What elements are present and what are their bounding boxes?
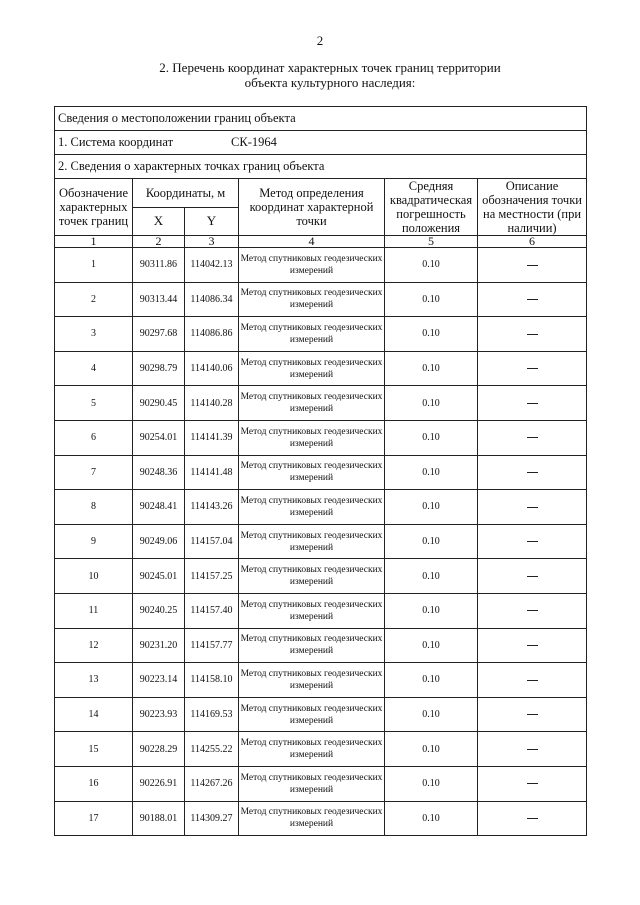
cell-method: Метод спутниковых геодезических измерений [239, 766, 385, 801]
cell-y: 114309.27 [185, 801, 239, 836]
cell-method: Метод спутниковых геодезических измерений [239, 248, 385, 283]
cell-point-number: 5 [55, 386, 133, 421]
cell-method: Метод спутниковых геодезических измерений [239, 697, 385, 732]
cell-description [478, 282, 587, 317]
cell-point-number: 8 [55, 490, 133, 525]
cell-y: 114141.39 [185, 420, 239, 455]
cell-x: 90240.25 [133, 593, 185, 628]
col-header-method: Метод определения координат характерной точки [239, 179, 385, 236]
cell-y: 114140.28 [185, 386, 239, 421]
dash-mark [527, 576, 538, 577]
table-row [55, 351, 587, 386]
cell-y: 114086.34 [185, 282, 239, 317]
cell-description [478, 697, 587, 732]
table-row [55, 386, 587, 421]
cell-description [478, 386, 587, 421]
cell-point-number: 4 [55, 351, 133, 386]
cell-x: 90245.01 [133, 559, 185, 594]
cell-error: 0.10 [385, 351, 478, 386]
cell-error: 0.10 [385, 386, 478, 421]
document-title [100, 60, 560, 90]
cell-description [478, 248, 587, 283]
dash-mark [527, 818, 538, 819]
cell-point-number: 17 [55, 801, 133, 836]
cell-point-number: 10 [55, 559, 133, 594]
cell-description [478, 593, 587, 628]
table-row [55, 663, 587, 698]
table-row [55, 524, 587, 559]
col-number: 5 [385, 236, 478, 248]
dash-mark [527, 299, 538, 300]
cell-method: Метод спутниковых геодезических измерений [239, 386, 385, 421]
table-row [55, 697, 587, 732]
dash-mark [527, 749, 538, 750]
table-row [55, 317, 587, 352]
col-number: 6 [478, 236, 587, 248]
cell-error: 0.10 [385, 455, 478, 490]
coord-system-label: 1. Система координат [58, 135, 174, 149]
cell-description [478, 351, 587, 386]
cell-description [478, 559, 587, 594]
table-row [55, 248, 587, 283]
cell-error: 0.10 [385, 248, 478, 283]
table-row [55, 282, 587, 317]
coordinates-table [54, 106, 587, 836]
col-number: 1 [55, 236, 133, 248]
cell-x: 90188.01 [133, 801, 185, 836]
cell-description [478, 663, 587, 698]
cell-y: 114157.04 [185, 524, 239, 559]
cell-y: 114158.10 [185, 663, 239, 698]
col-header-y: Y [185, 207, 239, 236]
cell-y: 114141.48 [185, 455, 239, 490]
col-number: 3 [185, 236, 239, 248]
cell-x: 90223.14 [133, 663, 185, 698]
cell-error: 0.10 [385, 490, 478, 525]
cell-error: 0.10 [385, 766, 478, 801]
cell-y: 114267.26 [185, 766, 239, 801]
cell-method: Метод спутниковых геодезических измерений [239, 282, 385, 317]
dash-mark [527, 507, 538, 508]
cell-error: 0.10 [385, 593, 478, 628]
cell-x: 90254.01 [133, 420, 185, 455]
table-row [55, 801, 587, 836]
dash-mark [527, 334, 538, 335]
cell-x: 90226.91 [133, 766, 185, 801]
cell-x: 90248.41 [133, 490, 185, 525]
cell-point-number: 9 [55, 524, 133, 559]
table-row [55, 732, 587, 767]
cell-method: Метод спутниковых геодезических измерений [239, 663, 385, 698]
cell-method: Метод спутниковых геодезических измерений [239, 593, 385, 628]
table-row [55, 490, 587, 525]
cell-point-number: 7 [55, 455, 133, 490]
cell-description [478, 628, 587, 663]
cell-method: Метод спутниковых геодезических измерений [239, 455, 385, 490]
coord-system-value: СК-1964 [231, 135, 277, 149]
cell-x: 90228.29 [133, 732, 185, 767]
col-number: 2 [133, 236, 185, 248]
dash-mark [527, 472, 538, 473]
cell-x: 90248.36 [133, 455, 185, 490]
cell-x: 90311.86 [133, 248, 185, 283]
table-row [55, 455, 587, 490]
cell-point-number: 1 [55, 248, 133, 283]
cell-description [478, 732, 587, 767]
cell-method: Метод спутниковых геодезических измерений [239, 524, 385, 559]
cell-method: Метод спутниковых геодезических измерений [239, 732, 385, 767]
col-header-coordinates: Координаты, м [133, 179, 239, 208]
table-row [55, 593, 587, 628]
dash-mark [527, 403, 538, 404]
cell-y: 114042.13 [185, 248, 239, 283]
col-header-x: X [133, 207, 185, 236]
cell-error: 0.10 [385, 732, 478, 767]
cell-x: 90249.06 [133, 524, 185, 559]
table-row [55, 559, 587, 594]
cell-method: Метод спутниковых геодезических измерений [239, 801, 385, 836]
cell-description [478, 524, 587, 559]
cell-method: Метод спутниковых геодезических измерений [239, 628, 385, 663]
cell-description [478, 455, 587, 490]
col-number: 4 [239, 236, 385, 248]
cell-x: 90297.68 [133, 317, 185, 352]
cell-x: 90298.79 [133, 351, 185, 386]
cell-error: 0.10 [385, 420, 478, 455]
cell-point-number: 6 [55, 420, 133, 455]
cell-error: 0.10 [385, 524, 478, 559]
dash-mark [527, 610, 538, 611]
cell-point-number: 2 [55, 282, 133, 317]
cell-y: 114157.77 [185, 628, 239, 663]
cell-error: 0.10 [385, 697, 478, 732]
dash-mark [527, 714, 538, 715]
cell-x: 90313.44 [133, 282, 185, 317]
cell-point-number: 12 [55, 628, 133, 663]
cell-error: 0.10 [385, 801, 478, 836]
title-line-1: 2. Перечень координат характерных точек границ территории [159, 60, 501, 75]
cell-method: Метод спутниковых геодезических измерений [239, 317, 385, 352]
dash-mark [527, 368, 538, 369]
points-header: 2. Сведения о характерных точках границ объекта [55, 155, 587, 179]
dash-mark [527, 541, 538, 542]
cell-y: 114143.26 [185, 490, 239, 525]
cell-method: Метод спутниковых геодезических измерений [239, 559, 385, 594]
dash-mark [527, 265, 538, 266]
cell-y: 114086.86 [185, 317, 239, 352]
cell-y: 114157.25 [185, 559, 239, 594]
cell-method: Метод спутниковых геодезических измерений [239, 351, 385, 386]
col-header-description: Описание обозначения точки на местности (при наличии) [478, 179, 587, 236]
cell-error: 0.10 [385, 663, 478, 698]
coord-system-row [55, 131, 587, 155]
cell-description [478, 317, 587, 352]
col-header-designation: Обозначение характерных точек границ [55, 179, 133, 236]
cell-point-number: 3 [55, 317, 133, 352]
cell-x: 90231.20 [133, 628, 185, 663]
table-row [55, 420, 587, 455]
cell-point-number: 11 [55, 593, 133, 628]
cell-error: 0.10 [385, 559, 478, 594]
dash-mark [527, 437, 538, 438]
cell-description [478, 766, 587, 801]
dash-mark [527, 680, 538, 681]
cell-description [478, 490, 587, 525]
cell-description [478, 801, 587, 836]
cell-y: 114157.40 [185, 593, 239, 628]
cell-x: 90290.45 [133, 386, 185, 421]
table-row [55, 766, 587, 801]
cell-point-number: 14 [55, 697, 133, 732]
col-header-error: Средняя квадратическая погрешность положения [385, 179, 478, 236]
cell-point-number: 13 [55, 663, 133, 698]
cell-error: 0.10 [385, 628, 478, 663]
cell-x: 90223.93 [133, 697, 185, 732]
cell-point-number: 16 [55, 766, 133, 801]
cell-y: 114140.06 [185, 351, 239, 386]
cell-description [478, 420, 587, 455]
section-header: Сведения о местоположении границ объекта [55, 107, 587, 131]
title-line-2: объекта культурного наследия: [244, 75, 416, 90]
cell-error: 0.10 [385, 282, 478, 317]
page-number: 2 [316, 33, 324, 48]
dash-mark [527, 645, 538, 646]
cell-method: Метод спутниковых геодезических измерений [239, 420, 385, 455]
cell-method: Метод спутниковых геодезических измерений [239, 490, 385, 525]
table-row [55, 628, 587, 663]
cell-y: 114169.53 [185, 697, 239, 732]
cell-y: 114255.22 [185, 732, 239, 767]
dash-mark [527, 783, 538, 784]
cell-point-number: 15 [55, 732, 133, 767]
cell-error: 0.10 [385, 317, 478, 352]
